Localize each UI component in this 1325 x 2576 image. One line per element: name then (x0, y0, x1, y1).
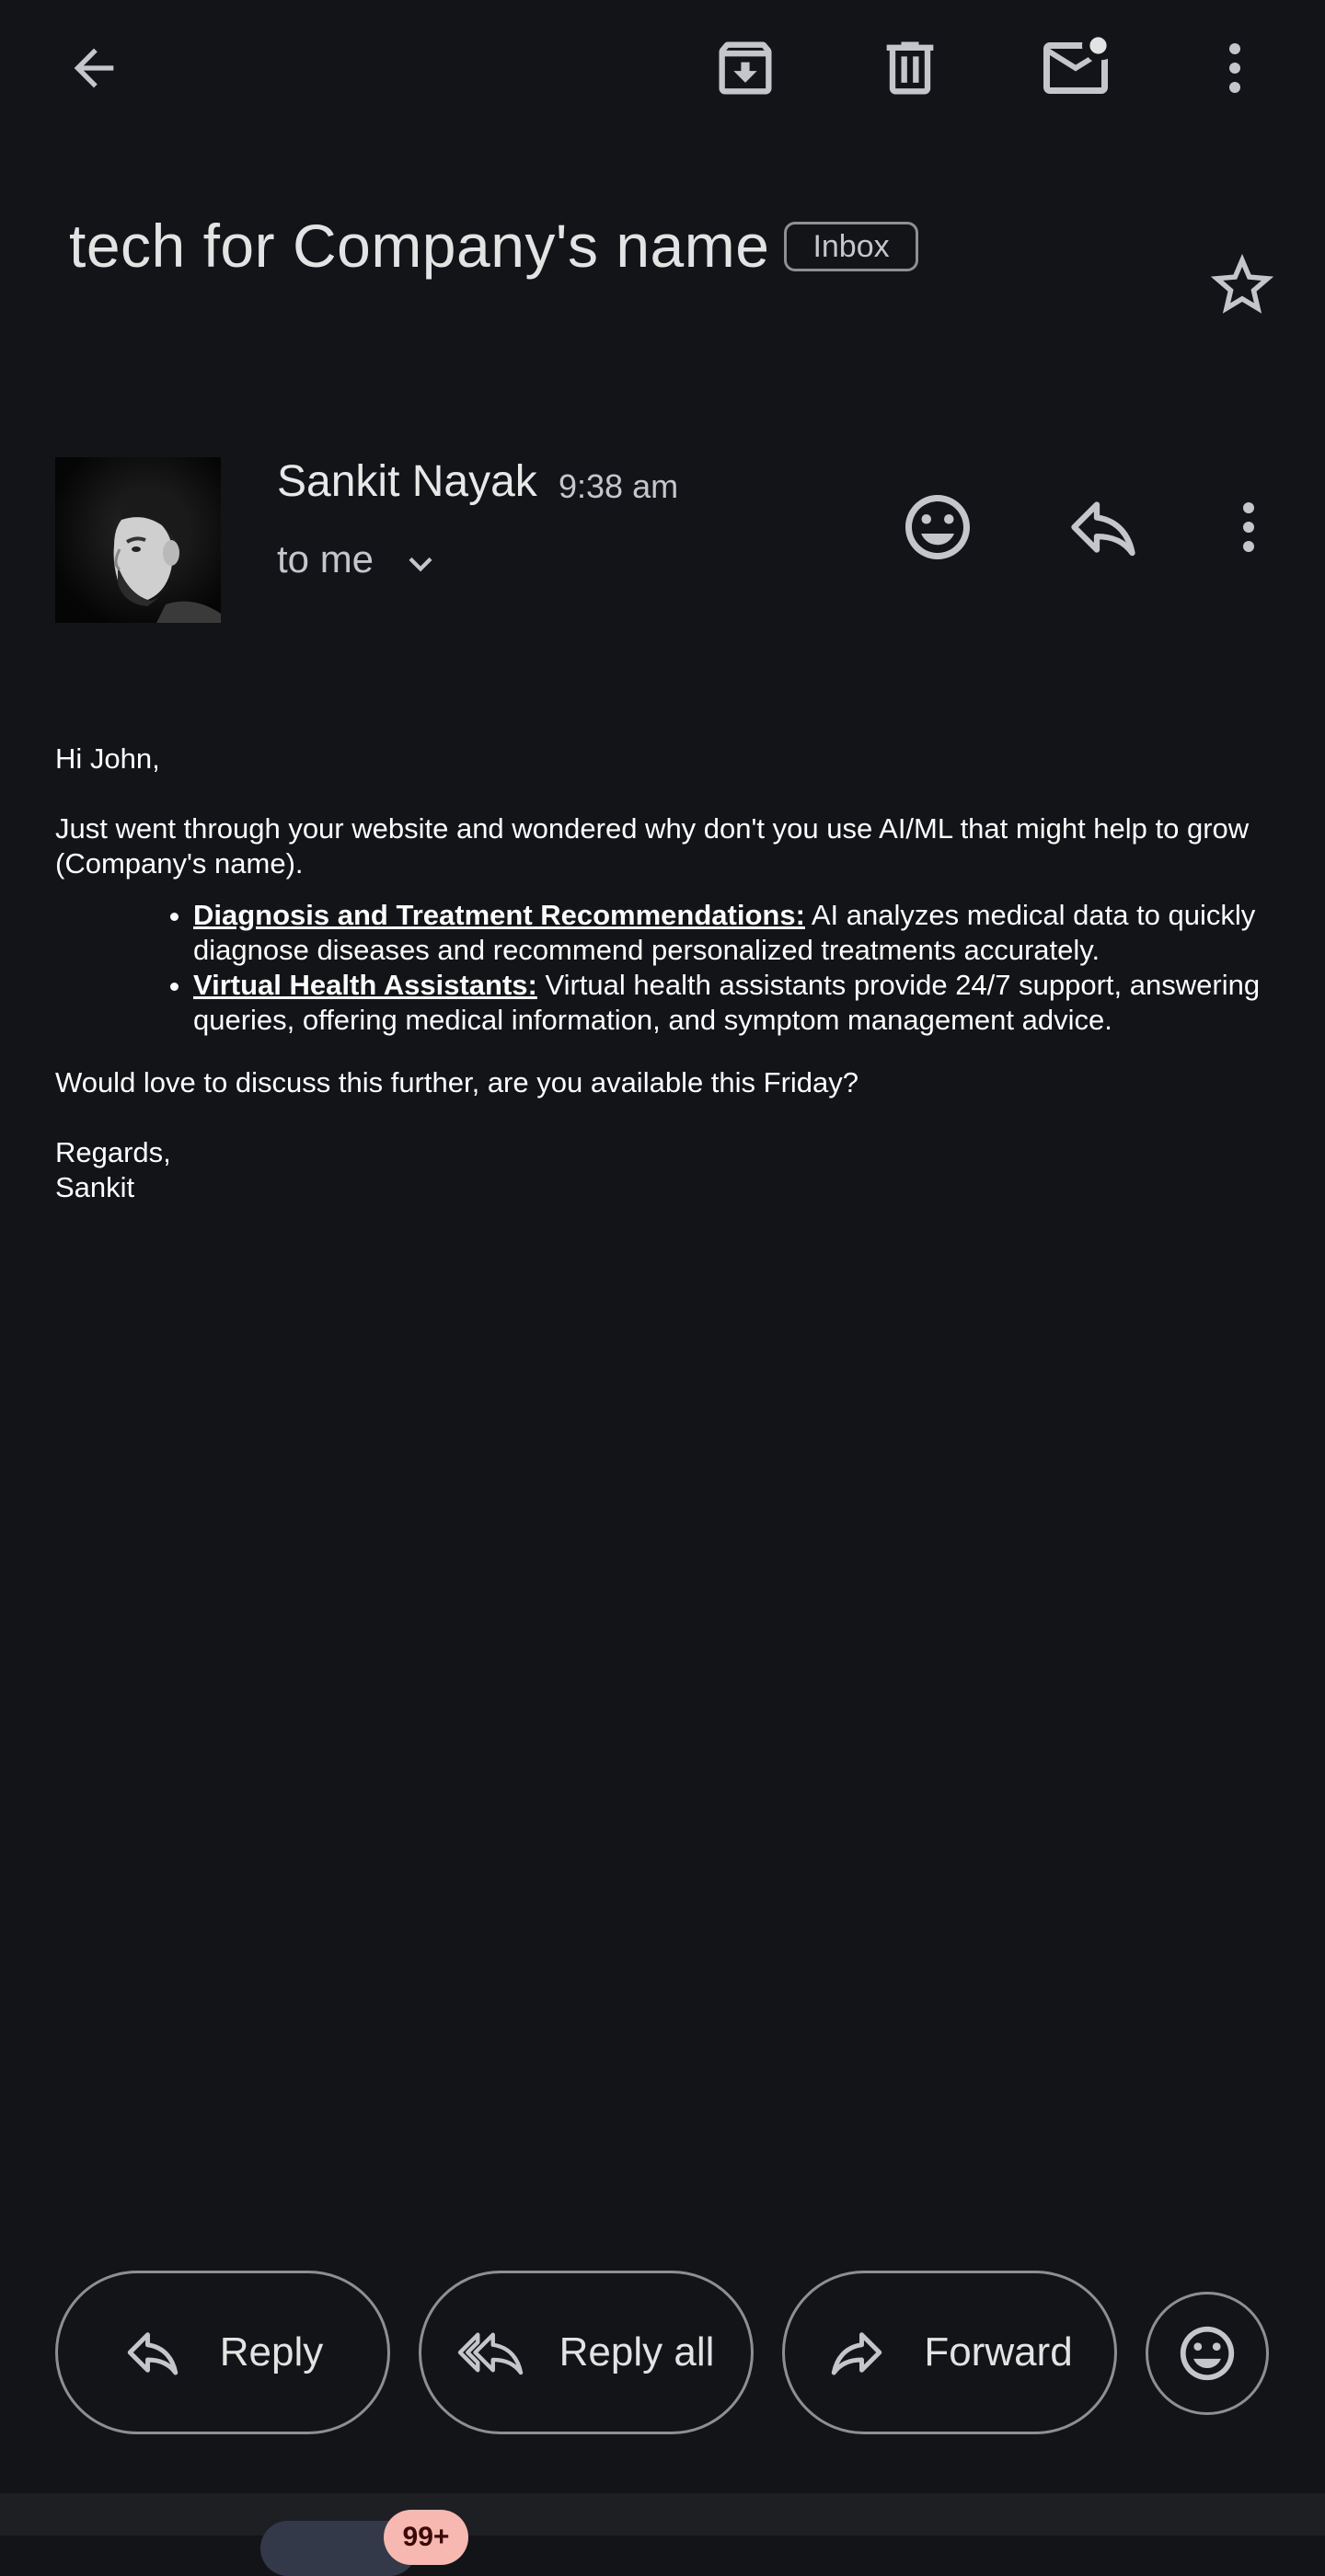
forward-icon (826, 2322, 887, 2383)
signature: Sankit (55, 1171, 135, 1203)
emoji-reaction-button[interactable] (1146, 2292, 1269, 2415)
inbox-label-chip[interactable]: Inbox (784, 222, 917, 271)
reply-all-label: Reply all (559, 2329, 715, 2375)
intro-paragraph: Just went through your website and wondered why don't you use AI/ML that might help to grow (Company's name). (55, 812, 1250, 880)
star-outline-icon (1204, 247, 1280, 323)
message-more-options-button[interactable] (1204, 483, 1293, 571)
mark-unread-button[interactable] (1031, 24, 1120, 112)
add-reaction-button[interactable] (893, 483, 982, 571)
bullet-lead: Virtual Health Assistants: (193, 969, 537, 1001)
reply-all-pill-button[interactable] (419, 2271, 754, 2434)
reply-label: Reply (219, 2329, 324, 2375)
recipient-text: to me (277, 537, 374, 581)
reply-icon (1065, 489, 1142, 566)
reply-button[interactable] (1059, 483, 1147, 571)
arrow-left-icon (64, 39, 123, 98)
list-item (193, 898, 1261, 968)
bottom-navigation-bar (0, 2493, 1325, 2552)
subject-row (69, 204, 918, 287)
closing-question: Would love to discuss this further, are you available this Friday? (55, 1066, 859, 1098)
reply-all-icon (458, 2322, 523, 2383)
trash-icon (875, 33, 945, 103)
list-item (193, 968, 1261, 1038)
chevron-down-icon (398, 541, 444, 587)
archive-icon (710, 33, 780, 103)
archive-button[interactable] (701, 24, 789, 112)
more-vert-icon (1202, 35, 1268, 101)
more-vert-icon (1216, 494, 1282, 560)
sent-time: 9:38 am (559, 467, 679, 505)
bullet-lead: Diagnosis and Treatment Recommendations: (193, 899, 805, 931)
mail-unread-icon (1037, 29, 1114, 107)
recipient-details-toggle[interactable] (277, 532, 444, 587)
more-options-button[interactable] (1191, 24, 1279, 112)
star-button[interactable] (1198, 241, 1286, 329)
emoji-icon (1175, 2321, 1239, 2386)
back-button[interactable] (50, 24, 138, 112)
unread-count-badge: 99+ (384, 2510, 468, 2565)
email-body (55, 742, 1261, 1205)
reply-icon (122, 2322, 183, 2383)
sender-avatar[interactable] (55, 457, 221, 623)
forward-pill-button[interactable] (782, 2271, 1117, 2434)
reply-pill-button[interactable] (55, 2271, 390, 2434)
greeting: Hi John, (55, 742, 160, 775)
email-subject: tech for Company's name (69, 212, 770, 280)
sender-name[interactable]: Sankit Nayak (277, 457, 537, 506)
emoji-icon (899, 489, 976, 566)
bullet-text: AI analyzes medical data to quickly diagnose diseases and recommend personalized treatments accurately. (193, 899, 1256, 966)
signoff: Regards, (55, 1136, 171, 1168)
bullet-list (55, 898, 1261, 1038)
bullet-text: Virtual health assistants provide 24/7 support, answering queries, offering medical information, and symptom management advice. (193, 969, 1261, 1036)
avatar-photo (55, 457, 221, 623)
delete-button[interactable] (866, 24, 954, 112)
forward-label: Forward (924, 2329, 1073, 2375)
